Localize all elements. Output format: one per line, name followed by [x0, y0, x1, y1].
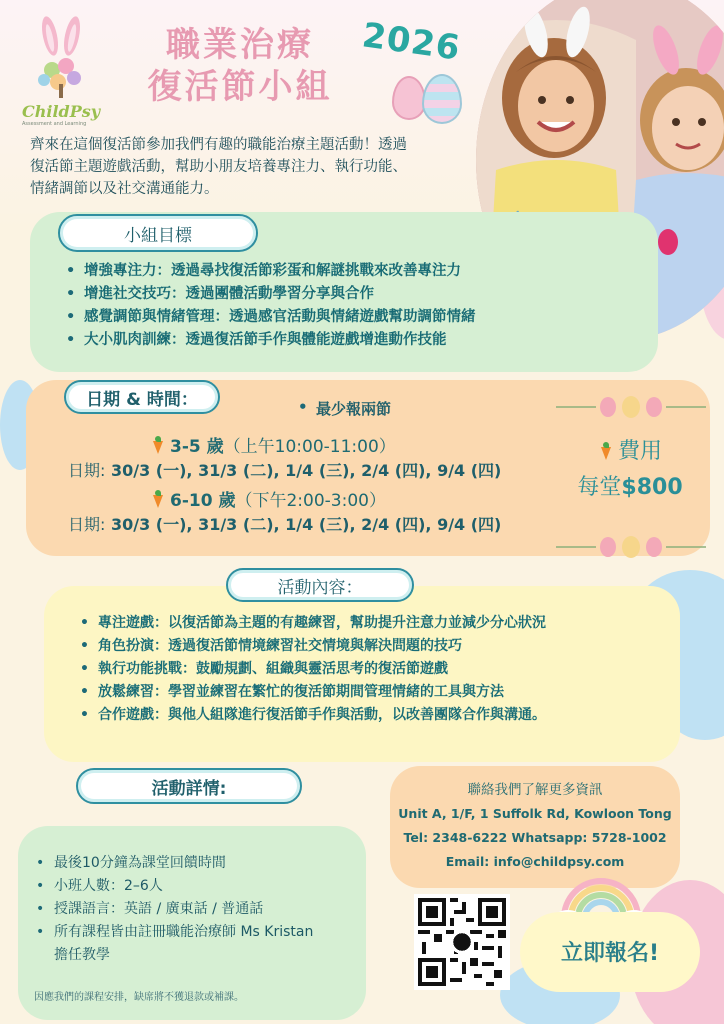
- fee-prefix: 每堂: [577, 475, 622, 500]
- logo-subtitle: Assessment and Learning: [22, 121, 87, 127]
- list-item: • 最少報兩節: [296, 398, 391, 419]
- intro-text: [30, 134, 480, 200]
- age-text: 6-10 歲: [170, 491, 236, 511]
- carrot-icon: [150, 436, 164, 454]
- list-item: • 小班人數：2–6人: [34, 875, 364, 898]
- activities-list: [78, 612, 668, 727]
- intro-line: 復活節主題遊戲活動，幫助小朋友培養專注力、執行功能、: [30, 159, 407, 175]
- bunny-icon: [22, 14, 102, 98]
- list-item: • 感覺調節與情緒管理：透過感官活動與情緒遊戲幫助調節情緒: [64, 306, 624, 329]
- logo-text: ChildPsy: [22, 102, 101, 121]
- contact-address: Unit A, 1/F, 1 Suffolk Rd, Kowloon Tong: [398, 806, 672, 821]
- list-item-text: 擔任教學: [54, 947, 110, 963]
- list-item: [34, 921, 364, 967]
- time-text: （上午10:00-11:00）: [223, 437, 396, 457]
- group2-dates: [68, 512, 501, 535]
- goals-list: [64, 260, 624, 352]
- age-text: 3-5 歲: [170, 437, 224, 457]
- list-item-text: 所有課程皆由註冊職能治療師 Ms Kristan: [54, 924, 314, 940]
- list-item: • 大小肌肉訓練：透過復活節手作與體能遊戲增進動作技能: [64, 329, 624, 352]
- dates-text: 30/3 (一), 31/3 (二), 1/4 (三), 2/4 (四), 9/4 (四): [110, 461, 502, 480]
- year-label: 2026: [359, 15, 463, 69]
- egg-garland-decoration: [556, 396, 706, 418]
- page-title: [120, 24, 360, 108]
- dates-label: 日期:: [68, 515, 106, 534]
- details-heading: 活動詳情:: [76, 768, 302, 804]
- list-item: • 增進社交技巧：透過團體活動學習分享與合作: [64, 283, 624, 306]
- contact-email[interactable]: Email: info@childpsy.com: [445, 854, 625, 869]
- qr-code[interactable]: [414, 894, 510, 990]
- goals-heading: 小組目標: [58, 214, 258, 252]
- contact-info: [390, 778, 680, 874]
- contact-heading: 聯絡我們了解更多資訊: [467, 782, 603, 798]
- list-item: • 增強專注力：透過尋找復活節彩蛋和解謎挑戰來改善專注力: [64, 260, 624, 283]
- carrot-icon: [598, 442, 612, 460]
- list-item: • 專注遊戲：以復活節為主題的有趣練習，幫助提升注意力並減少分心狀況: [78, 612, 668, 635]
- fee-block: [560, 434, 700, 506]
- activities-heading: 活動內容：: [226, 568, 414, 602]
- group2-age: [150, 486, 386, 511]
- title-line-2: 復活節小組: [147, 67, 333, 107]
- title-line-1: 職業治療: [166, 25, 314, 65]
- schedule-heading: 日期 & 時間：: [64, 380, 220, 414]
- list-item: • 角色扮演：透過復活節情境練習社交情境與解決問題的技巧: [78, 635, 668, 658]
- minimum-sessions-note: [296, 398, 391, 419]
- details-list: [34, 852, 364, 967]
- list-item: • 執行功能挑戰：鼓勵規劃、組織與靈活思考的復活節遊戲: [78, 658, 668, 681]
- easter-egg-icon: [392, 76, 426, 120]
- dates-label: 日期:: [68, 461, 106, 480]
- list-item: • 合作遊戲：與他人組隊進行復活節手作與活動，以改善團隊合作與溝通。: [78, 704, 668, 727]
- logo: [22, 14, 102, 132]
- refund-note: 因應我們的課程安排，缺席將不獲退款或補課。: [34, 992, 244, 1003]
- intro-line: 情緒調節以及社交溝通能力。: [30, 181, 219, 197]
- fee-value: $800: [621, 475, 683, 500]
- egg-garland-icon: [556, 396, 706, 418]
- dates-text: 30/3 (一), 31/3 (二), 1/4 (三), 2/4 (四), 9/4 (四): [110, 515, 502, 534]
- group1-age: [150, 432, 396, 457]
- fee-label: 費用: [617, 439, 662, 464]
- list-item: • 放鬆練習：學習並練習在繁忙的復活節期間管理情緒的工具與方法: [78, 681, 668, 704]
- contact-phone: Tel: 2348-6222 Whatsapp: 5728-1002: [403, 830, 667, 845]
- intro-line: 齊來在這個復活節參加我們有趣的職能治療主題活動！透過: [30, 137, 407, 153]
- group1-dates: [68, 458, 501, 481]
- list-item: • 授課語言：英語 / 廣東話 / 普通話: [34, 898, 364, 921]
- signup-button[interactable]: 立即報名!: [560, 941, 660, 966]
- time-text: （下午2:00-3:00）: [235, 491, 386, 511]
- egg-garland-icon: [556, 536, 706, 558]
- carrot-icon: [150, 490, 164, 508]
- qr-code-icon: [414, 894, 510, 990]
- egg-garland-decoration: [556, 536, 706, 558]
- list-item: • 最後10分鐘為課堂回饋時間: [34, 852, 364, 875]
